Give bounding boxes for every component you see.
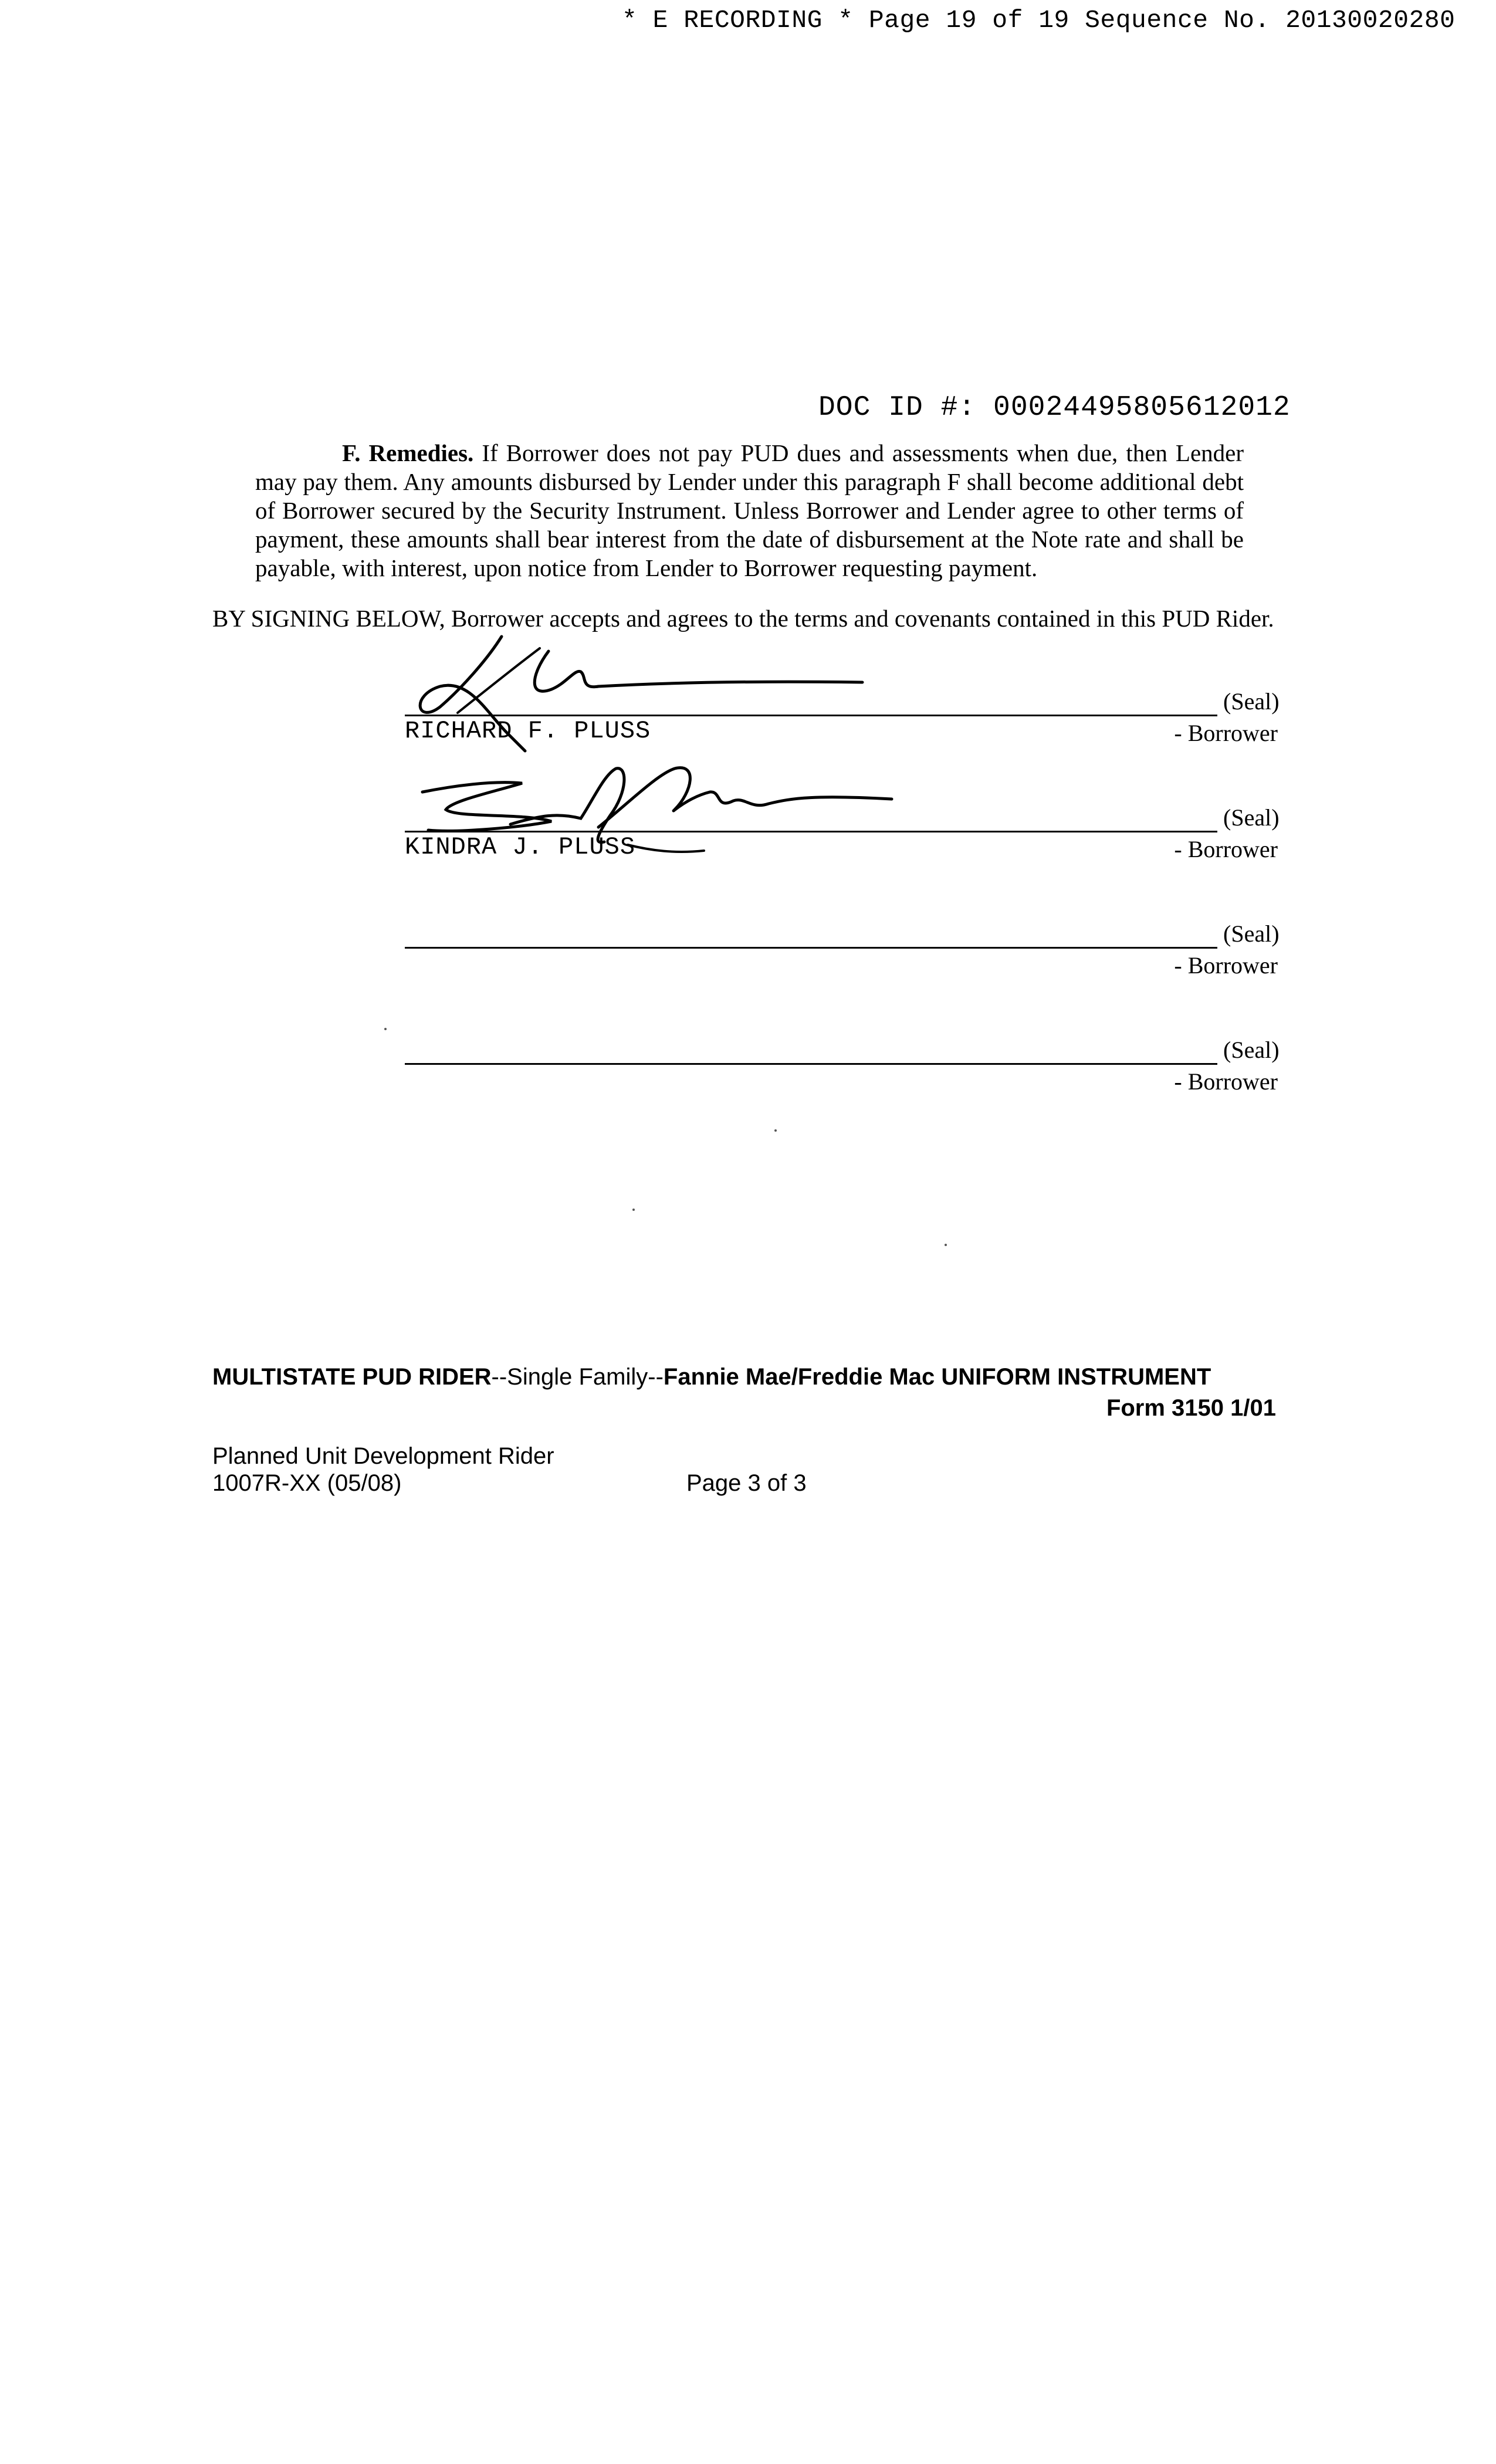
remedies-paragraph (255, 439, 1244, 583)
scan-speck (632, 1209, 635, 1211)
recording-header: * E RECORDING * Page 19 of 19 Sequence No. 20130020280 (622, 6, 1456, 35)
form-code: 1007R-XX (05/08) (212, 1470, 402, 1496)
doc-id: DOC ID #: 00024495805612012 (818, 392, 1291, 424)
seal-label: (Seal) (1223, 920, 1280, 947)
borrower-label: - Borrower (1174, 952, 1278, 979)
borrower-name: KINDRA J. PLUSS (405, 833, 636, 861)
borrower-label: - Borrower (1174, 836, 1278, 862)
signature-line (405, 1063, 1217, 1065)
seal-label: (Seal) (1223, 688, 1280, 715)
borrower-label: - Borrower (1174, 1068, 1278, 1095)
scan-speck (384, 1028, 387, 1030)
form-title (212, 1364, 1211, 1390)
signature-line (405, 715, 1217, 716)
scan-speck (945, 1244, 947, 1246)
remedies-label: F. Remedies. (342, 439, 474, 466)
form-title-part: MULTISTATE PUD RIDER (212, 1364, 492, 1390)
form-number: Form 3150 1/01 (1106, 1395, 1276, 1421)
signature-line (405, 947, 1217, 949)
remedies-text: If Borrower does not pay PUD dues and assessments when due, then Lender may pay them. Any amounts disbursed by Lender under this paragraph F shall become additional debt of Borrower secured by the Security Instrument. Unless Borrower and Lender agree to other terms of payment, these amounts shall bear interest from the date of disbursement at the Note rate and shall be payable, with interest, upon notice from Lender to Borrower requesting payment. (255, 439, 1244, 581)
page-number: Page 3 of 3 (686, 1470, 807, 1496)
seal-label: (Seal) (1223, 1037, 1280, 1063)
seal-label: (Seal) (1223, 804, 1280, 831)
signature-line (405, 831, 1217, 832)
rider-name: Planned Unit Development Rider (212, 1443, 554, 1469)
borrower-label: - Borrower (1174, 720, 1278, 746)
signing-statement: BY SIGNING BELOW, Borrower accepts and agrees to the terms and covenants contained in this PUD Rider. (212, 605, 1274, 632)
form-title-part: Fannie Mae/Freddie Mac UNIFORM INSTRUMENT (663, 1364, 1211, 1390)
borrower-name: RICHARD F. PLUSS (405, 717, 651, 745)
form-title-part: --Single Family-- (491, 1364, 664, 1390)
scan-speck (774, 1129, 777, 1132)
